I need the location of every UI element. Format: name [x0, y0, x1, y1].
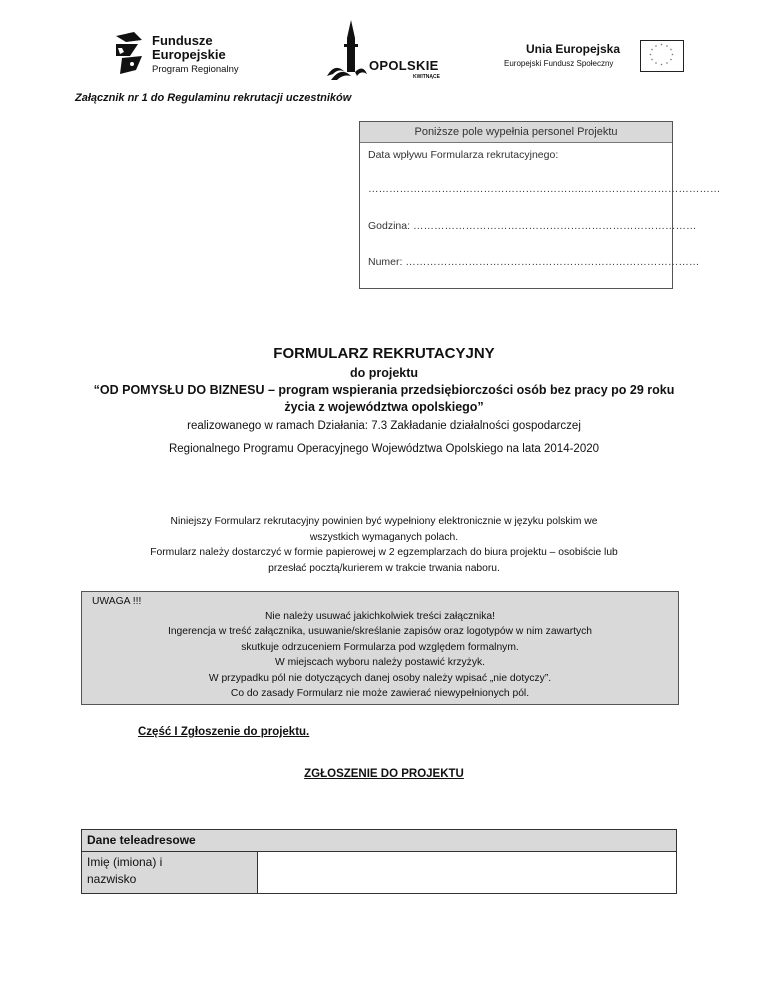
project-name-line2: życia z województwa opolskiego” [284, 400, 484, 414]
svg-text:*: * [651, 48, 653, 53]
svg-text:*: * [670, 58, 672, 63]
receipt-hour-field[interactable]: Godzina: ……………………………………………………………………… [368, 220, 697, 232]
warning-line: Ingerencja w treść załącznika, usuwanie/skreślanie zapisów oraz logotypów w nim zawartych [167, 626, 593, 638]
fundusze-europejskie-mark-icon [112, 30, 148, 80]
name-input[interactable] [258, 852, 677, 894]
eu-logo-line2: Europejski Fundusz Społeczny [504, 59, 614, 68]
instruction-line: Formularz należy dostarczyć w formie papierowej w 2 egzemplarzach do biura projektu – osobiście lub [150, 547, 618, 558]
eu-logo [504, 42, 684, 82]
realized-line: realizowanego w ramach Działania: 7.3 Zakładanie działalności gospodarczej [187, 420, 581, 432]
warning-line: W miejscach wyboru należy postawić krzyżyk. [274, 657, 485, 669]
svg-text:*: * [671, 53, 674, 58]
eu-logo-line1: Unia Europejska [526, 42, 621, 56]
fe-logo-line2: Europejskie [152, 47, 226, 62]
svg-text:*: * [666, 61, 668, 67]
svg-text:*: * [649, 53, 652, 58]
name-label [82, 852, 258, 894]
warning-box [81, 591, 679, 705]
instruction-line: Niniejszy Formularz rekrutacyjny powinien być wypełniony elektronicznie w języku polskim we [170, 516, 598, 527]
name-label-line2: nazwisko [87, 872, 137, 886]
name-label-line1: Imię (imiona) i [87, 855, 163, 869]
instruction-line: przesłać pocztą/kurierem w trakcie trwania naboru. [268, 562, 500, 574]
svg-text:*: * [660, 63, 663, 68]
fe-logo-line1: Fundusze [152, 33, 213, 48]
warning-line: W przypadku pól nie dotyczących danej osoby należy wpisać „nie dotyczy”. [208, 672, 552, 684]
instructions [110, 514, 658, 576]
form-subtitle: do projektu [349, 366, 419, 380]
project-name-line1: “OD POMYSŁU DO BIZNESU – program wspierania przedsiębiorczości osób bez pracy po 29 roku [93, 383, 675, 397]
warning-line: Co do zasady Formularz nie może zawierać niewypełnionych pól. [230, 688, 530, 700]
eu-flag-icon [640, 40, 684, 72]
opolskie-logo-tagline: KWITNĄCE [413, 74, 440, 80]
section-title: ZGŁOSZENIE DO PROJEKTU [304, 768, 464, 780]
warning-title: UWAGA !!! [92, 596, 142, 607]
rpo-line: Regionalnego Programu Operacyjnego Województwa Opolskiego na lata 2014-2020 [168, 443, 600, 455]
fundusze-europejskie-logo [112, 30, 272, 80]
contact-data-table [81, 829, 677, 894]
project-name [60, 382, 708, 416]
receipt-number-field[interactable]: Numer: ………………………………………………………………………… [368, 256, 700, 268]
annex-title: Załącznik nr 1 do Regulaminu rekrutacji uczestników [75, 92, 352, 104]
svg-text:*: * [660, 43, 663, 48]
staff-only-box [359, 121, 721, 289]
fe-logo-line3: Program Regionalny [152, 64, 239, 75]
warning-line: skutkuje odrzuceniem Formularza pod względem formalnym. [241, 641, 519, 653]
form-title: FORMULARZ REKRUTACYJNY [273, 345, 495, 362]
staff-box-header: Poniższe pole wypełnia personel Projektu [360, 122, 672, 143]
svg-text:*: * [666, 44, 668, 50]
receipt-date-label: Data wpływu Formularza rekrutacyjnego: [368, 149, 559, 161]
svg-text:*: * [655, 44, 657, 50]
svg-text:*: * [651, 58, 653, 63]
warning-line: Nie należy usuwać jakichkolwiek treści załącznika! [264, 611, 496, 622]
opolskie-logo [325, 18, 445, 82]
table-header: Dane teleadresowe [82, 830, 677, 852]
receipt-date-field[interactable]: ……………………………………………………..………………………………… [368, 183, 721, 195]
opolskie-tower-icon [325, 18, 369, 82]
svg-text:*: * [670, 48, 672, 53]
part-title: Część I Zgłoszenie do projektu. [138, 726, 310, 738]
opolskie-logo-name: OPOLSKIE [369, 58, 439, 73]
instruction-line: wszystkich wymaganych polach. [309, 531, 459, 543]
svg-text:*: * [655, 61, 657, 67]
